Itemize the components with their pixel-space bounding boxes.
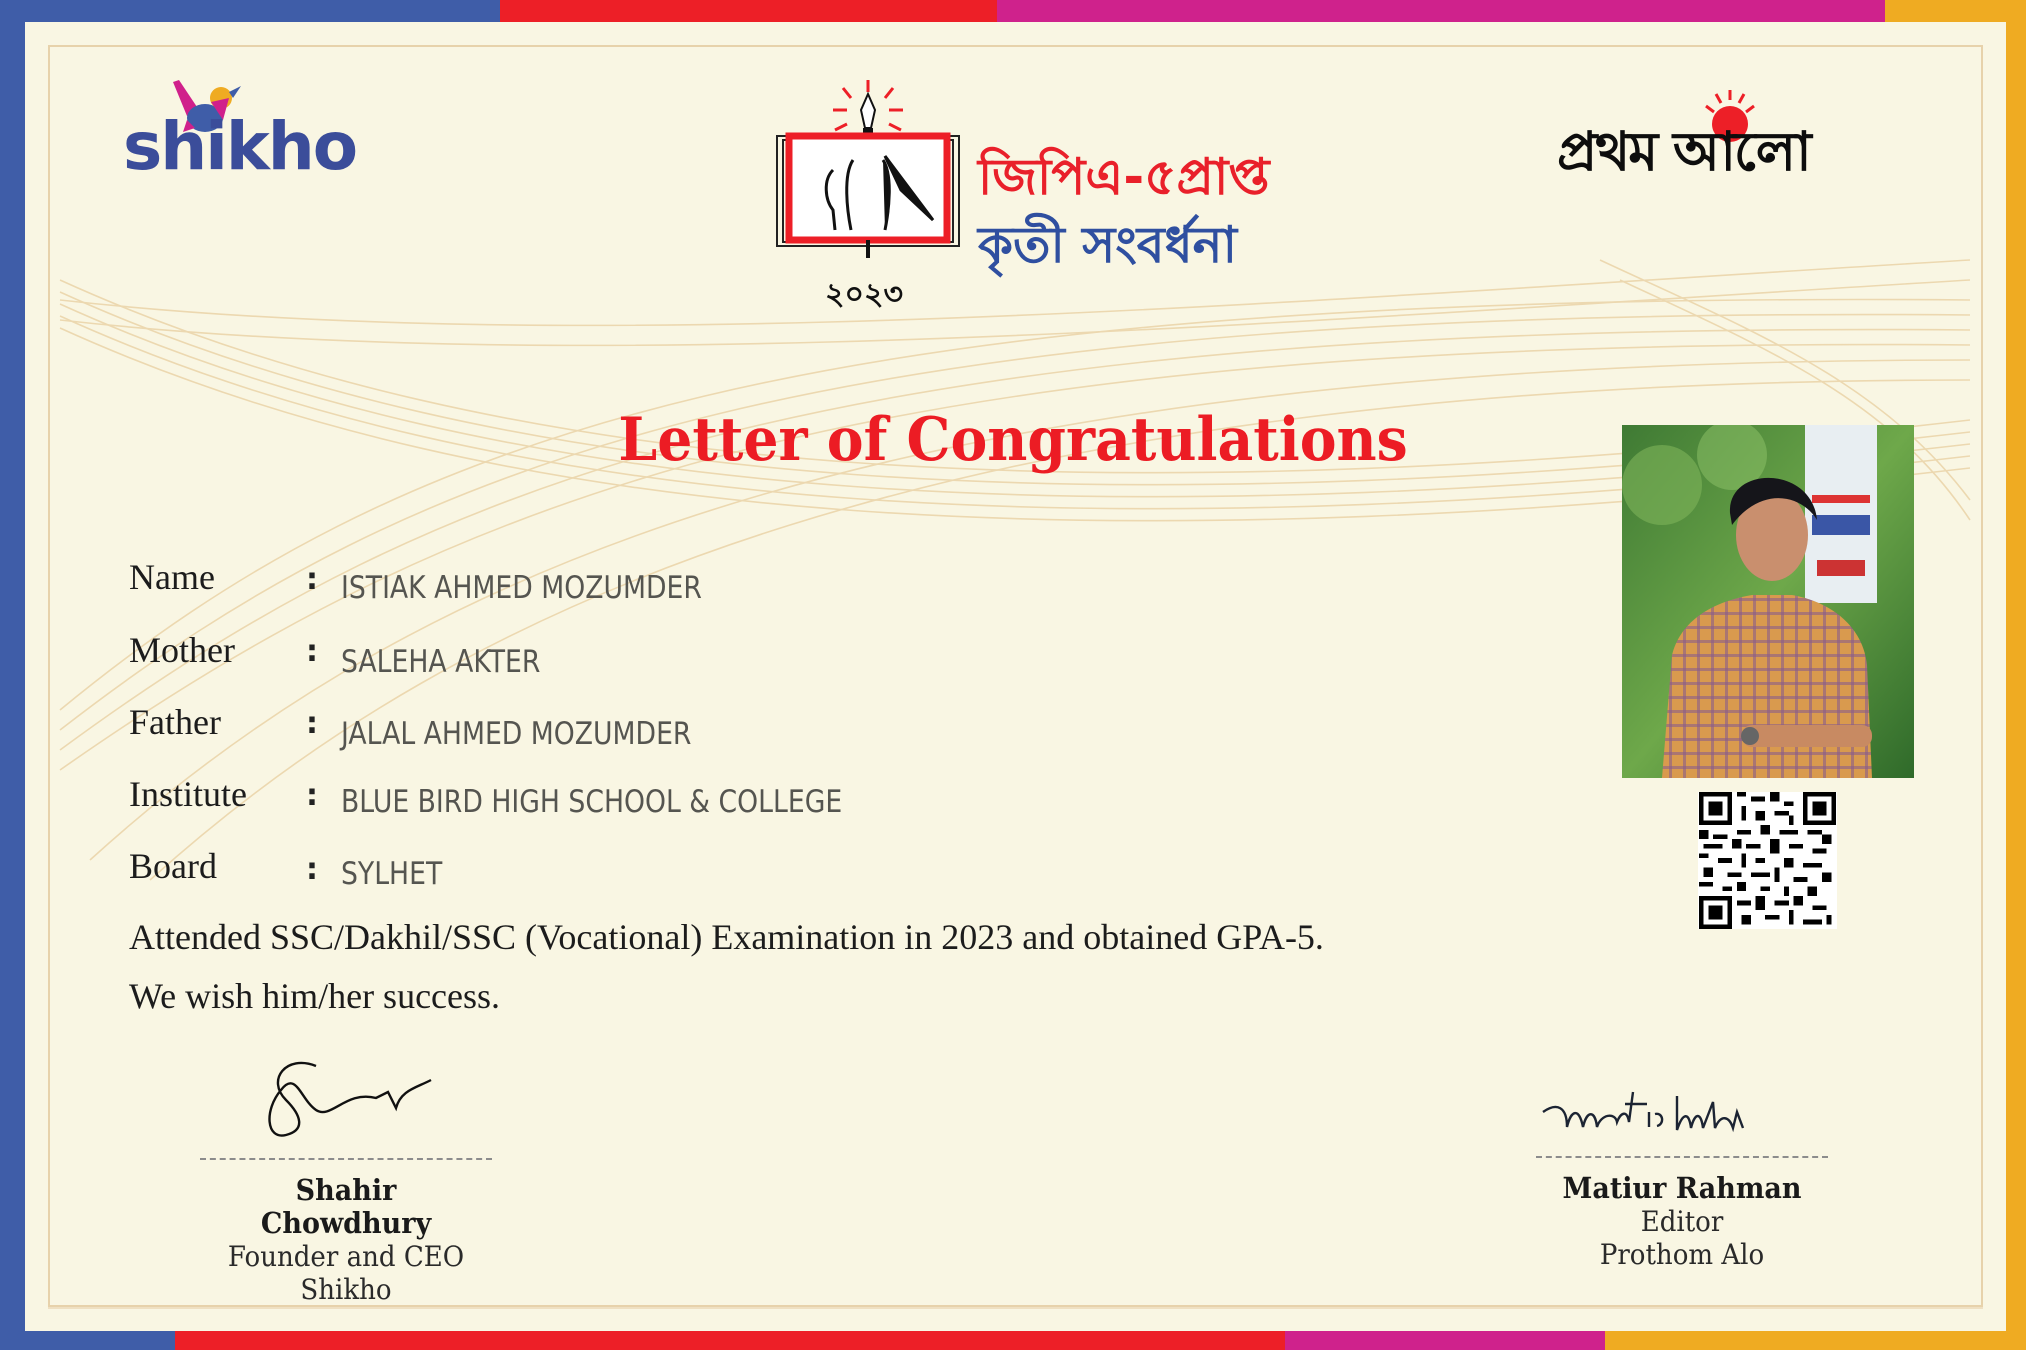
field-colon: : <box>306 562 318 597</box>
signatory-title: Editor <box>1640 1205 1724 1238</box>
open-book-pen-icon <box>773 80 963 270</box>
border-top-orange <box>1885 0 2026 22</box>
border-top-blue <box>0 0 500 22</box>
signature-matiur-rahman <box>1537 1082 1827 1152</box>
field-colon: : <box>306 852 318 887</box>
border-bottom-orange <box>1605 1331 2026 1350</box>
field-value-institute: BLUE BIRD HIGH SCHOOL & COLLEGE <box>341 784 843 820</box>
signatory-prothom-alo <box>1536 1082 1828 1271</box>
signature-line <box>200 1158 492 1160</box>
signature-shahir-chowdhury <box>246 1050 446 1150</box>
field-value-father: JALAL AHMED MOZUMDER <box>341 716 692 752</box>
signatory-shikho <box>200 1050 492 1306</box>
verification-qr-code[interactable] <box>1698 792 1837 929</box>
achievement-statement: Attended SSC/Dakhil/SSC (Vocational) Examination in 2023 and obtained GPA-5. <box>129 917 1324 957</box>
student-photo-image <box>1622 425 1914 778</box>
border-bottom-red <box>175 1331 1285 1350</box>
student-photo <box>1622 425 1914 778</box>
signatory-org: Prothom Alo <box>1599 1238 1765 1271</box>
field-colon: : <box>306 778 318 813</box>
certificate-title: Letter of Congratulations <box>618 405 1408 475</box>
border-top-magenta <box>997 0 1885 22</box>
field-colon: : <box>306 706 318 741</box>
signature-line <box>1536 1156 1828 1158</box>
prothom-alo-logo-text: প্রথম আলো <box>1557 120 1810 183</box>
border-bottom-blue <box>0 1331 175 1350</box>
field-value-mother: SALEHA AKTER <box>341 644 541 680</box>
field-label: Board <box>129 846 217 886</box>
border-bottom-magenta <box>1285 1331 1605 1350</box>
field-colon: : <box>306 634 318 669</box>
center-logo-year: ২০২৩ <box>825 277 904 312</box>
signatory-title: Founder and CEO <box>227 1240 465 1273</box>
wish-statement: We wish him/her success. <box>129 976 501 1016</box>
field-value-board: SYLHET <box>341 856 443 892</box>
field-value-name: ISTIAK AHMED MOZUMDER <box>341 570 702 606</box>
signatory-name: Matiur Rahman <box>1562 1171 1802 1205</box>
qr-code-icon <box>1698 792 1837 929</box>
field-label: Name <box>129 557 215 597</box>
field-label: Mother <box>129 630 235 670</box>
center-logo-line2: কৃতী সংবর্ধনা <box>978 216 1237 274</box>
field-label: Institute <box>129 774 247 814</box>
signatory-org: Shikho <box>300 1273 392 1306</box>
field-label: Father <box>129 702 221 742</box>
border-top-red <box>500 0 997 22</box>
border-right-orange <box>2006 0 2026 1350</box>
shikho-logo-text: shikho <box>123 108 357 185</box>
center-logo-line1: জিপিএ-৫প্রাপ্ত <box>978 148 1270 206</box>
border-left-blue <box>0 0 25 1350</box>
signatory-name: Shahir Chowdhury <box>260 1173 432 1240</box>
